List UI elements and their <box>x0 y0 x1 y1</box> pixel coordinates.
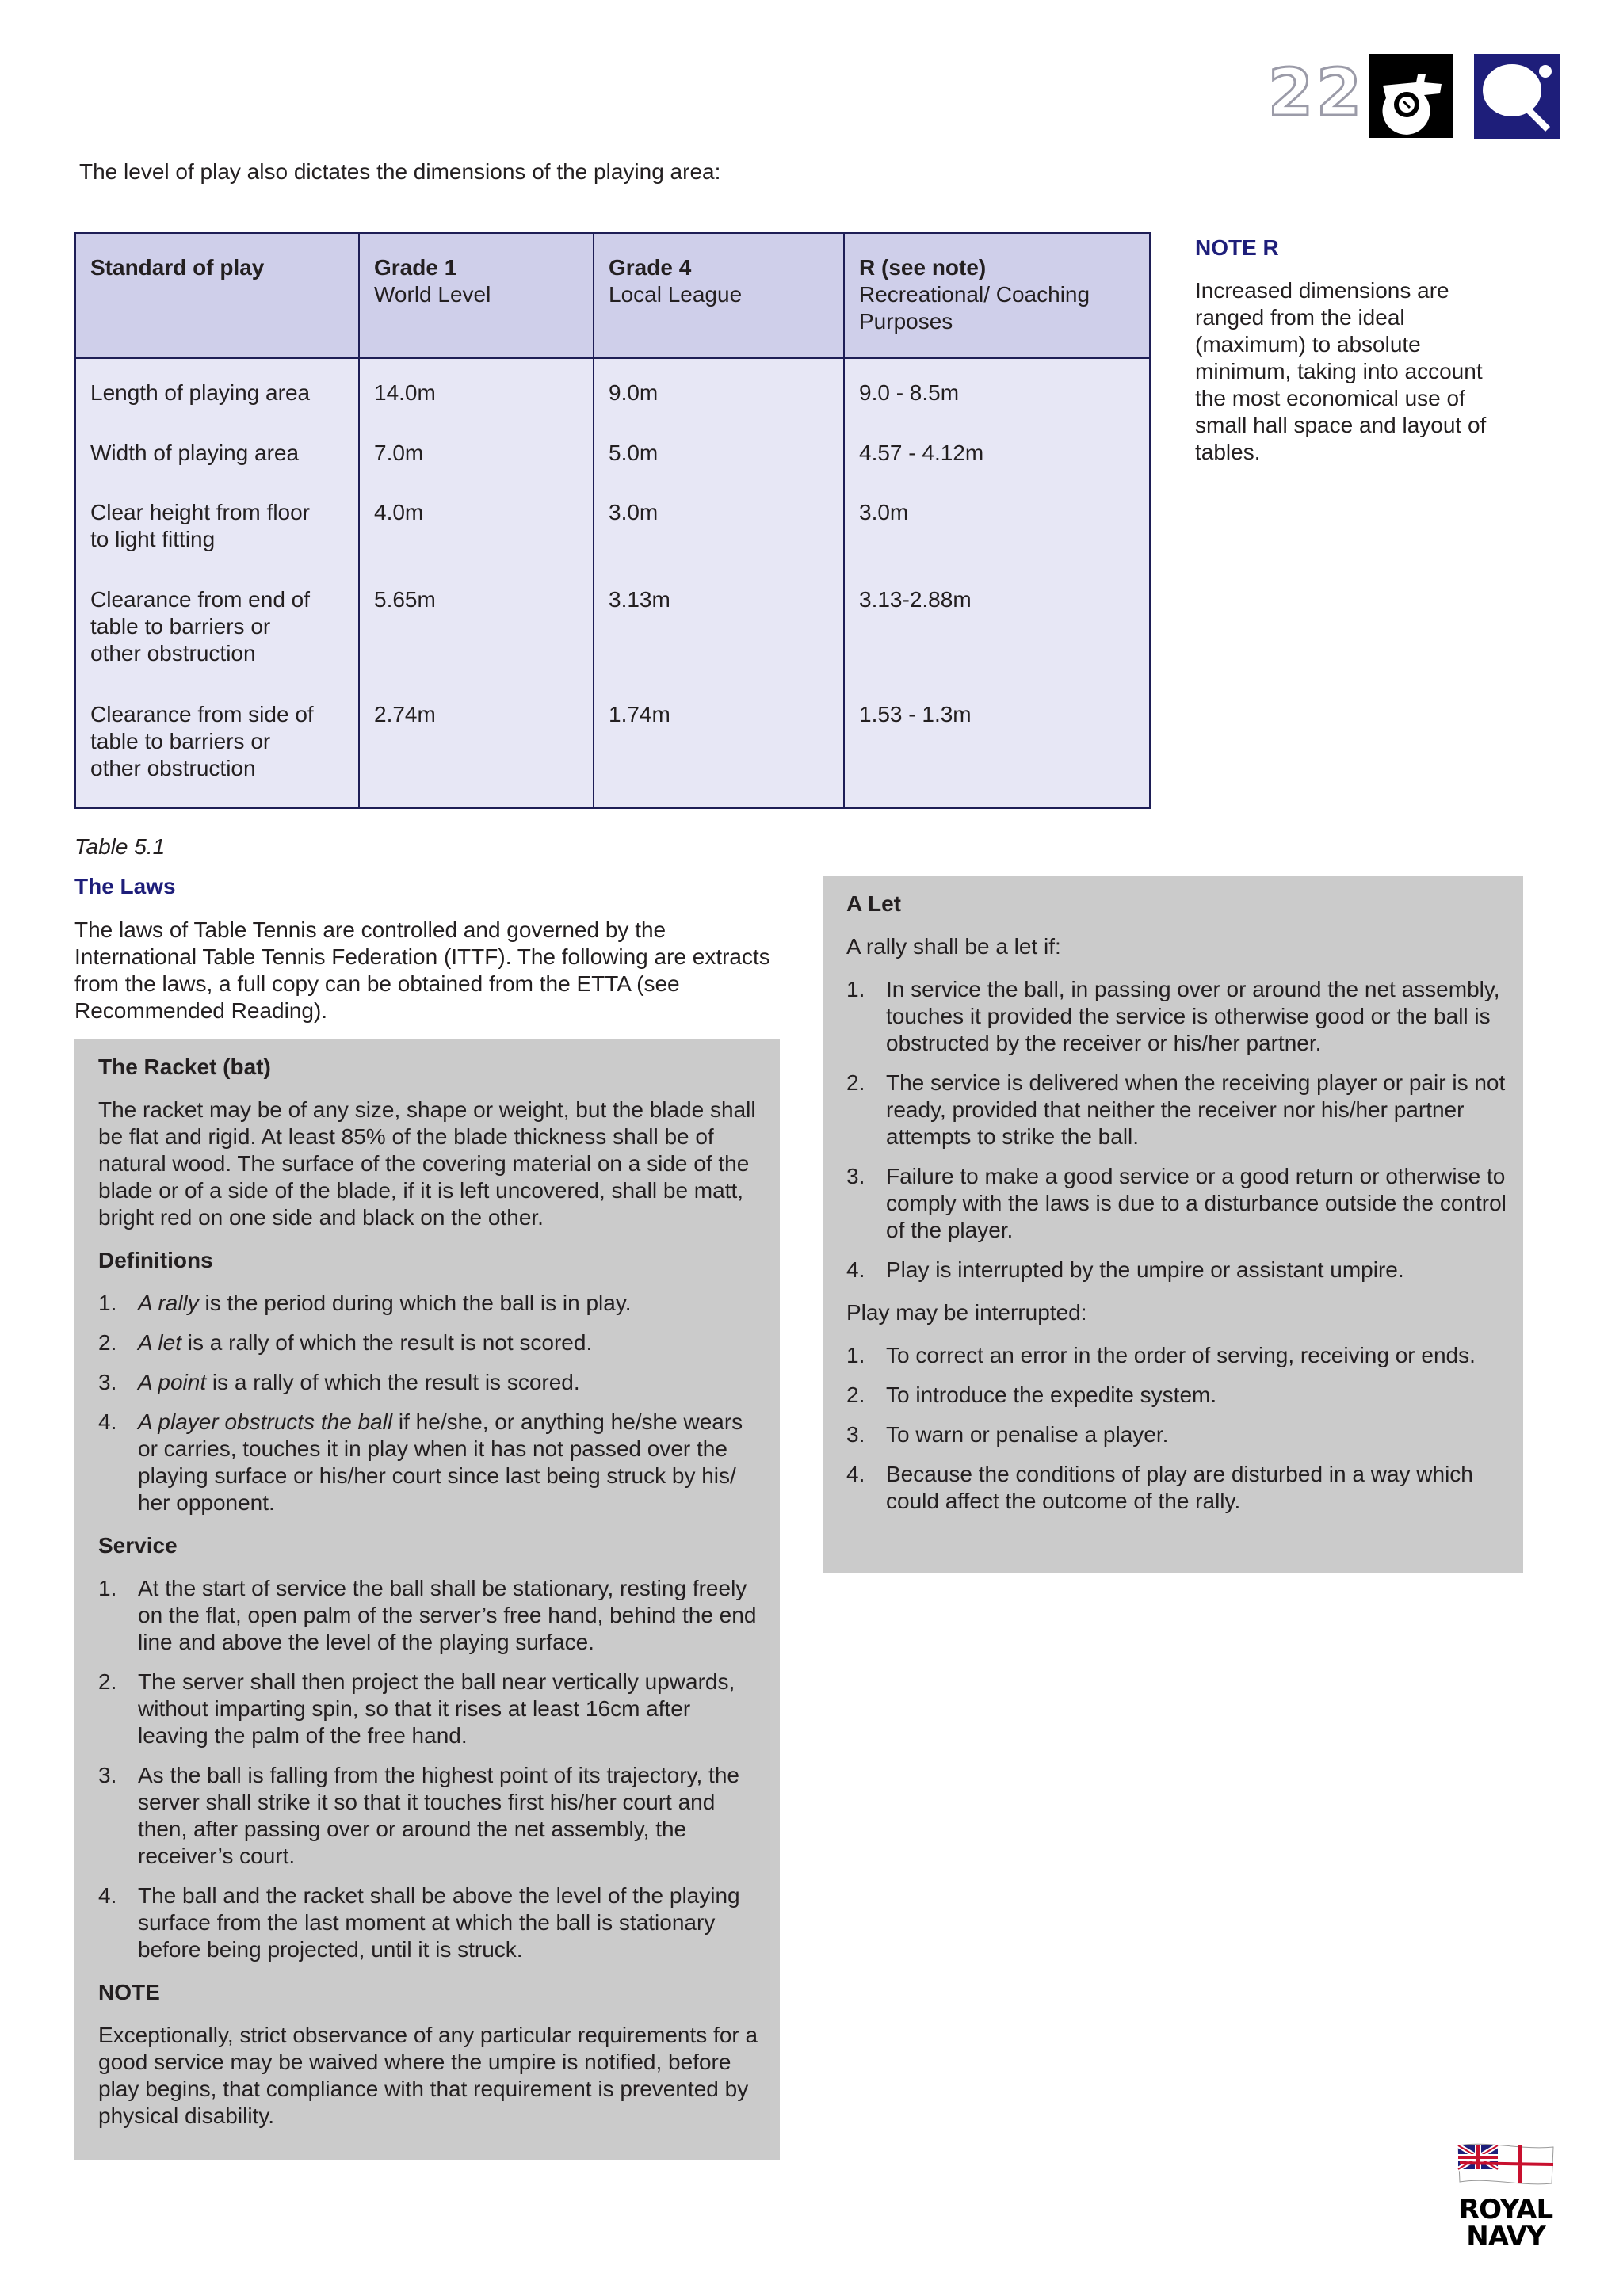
table-cell: Width of playing area <box>75 440 359 499</box>
table-cell: 9.0 - 8.5m <box>844 358 1150 440</box>
note-r-text: Increased dimensions are ranged from the ideal (maximum) to absolute minimum, taking into account the most economical use of small hall space and layout of tables. <box>1195 278 1487 464</box>
racket-title: The Racket (bat) <box>98 1055 271 1079</box>
note-text: Exceptionally, strict observance of any particular requirements for a good service may be waived where the umpire is notified, before play begins, that compliance with that requirement is prevented by physical disability. <box>98 2023 758 2128</box>
service-list <box>98 1575 766 1963</box>
laws-title: The Laws <box>74 874 176 898</box>
list-item: 1. A rally is the period during which the ball is in play. <box>98 1291 632 1315</box>
table-cell: 1.53 - 1.3m <box>844 701 1150 808</box>
page-number: 22 <box>1268 55 1365 131</box>
service-title: Service <box>98 1533 178 1558</box>
table-tennis-bat-icon <box>1474 54 1560 139</box>
list-item: 3. A point is a rally of which the result is scored. <box>98 1370 580 1394</box>
list-item: 2. A let is a rally of which the result is not scored. <box>98 1330 593 1355</box>
list-item: 2. The server shall then project the ball near vertically upwards, without imparting spin, so that it rises at least 16cm after leaving the palm of the free hand. <box>98 1669 735 1748</box>
list-item: 2. To introduce the expedite system. <box>846 1383 1217 1407</box>
table-cell: Length of playing area <box>75 358 359 440</box>
header-standard: Standard of play <box>75 233 359 358</box>
definitions-title: Definitions <box>98 1248 213 1272</box>
note-title: NOTE <box>98 1980 160 2004</box>
table-cell: 2.74m <box>359 701 594 808</box>
list-item: 1. To correct an error in the order of serving, receiving or ends. <box>846 1343 1476 1367</box>
table-cell: Clear height from floor to light fitting <box>75 499 359 586</box>
table-cell: Clearance from end of table to barriers or other obstruction <box>75 586 359 701</box>
table-cell: 5.0m <box>594 440 844 499</box>
let-list <box>846 976 1509 1283</box>
table-cell: 4.57 - 4.12m <box>844 440 1150 499</box>
table-cell: 3.13m <box>594 586 844 701</box>
table-cell: 5.65m <box>359 586 594 701</box>
table-cell: 14.0m <box>359 358 594 440</box>
interrupt-intro: Play may be interrupted: <box>846 1300 1087 1325</box>
table-header-row <box>75 233 1150 358</box>
table-cell: 3.13-2.88m <box>844 586 1150 701</box>
list-item: 4. Because the conditions of play are disturbed in a way which could affect the outcome of the rally. <box>846 1462 1473 1513</box>
table-cell: 3.0m <box>594 499 844 586</box>
table-cell: 3.0m <box>844 499 1150 586</box>
list-item: 4. Play is interrupted by the umpire or assistant umpire. <box>846 1257 1404 1282</box>
table-cell: 1.74m <box>594 701 844 808</box>
let-intro: A rally shall be a let if: <box>846 934 1061 959</box>
list-item: 2. The service is delivered when the receiving player or pair is not ready, provided that neither the receiver nor his/her partner attempts to strike the ball. <box>846 1070 1506 1149</box>
laws-intro: The laws of Table Tennis are controlled and governed by the International Table Tennis Federation (ITTF). The following are extracts from the laws, a full copy can be obtained from the ETTA (see Recommended Reading). <box>74 917 770 1023</box>
header-r: R (see note) Recreational/ Coaching Purposes <box>844 233 1150 358</box>
racket-panel <box>74 1039 780 2160</box>
interrupt-list <box>846 1342 1509 1515</box>
table-cell: 9.0m <box>594 358 844 440</box>
let-title: A Let <box>846 891 901 916</box>
table-row <box>75 499 1150 586</box>
intro-text: The level of play also dictates the dimensions of the playing area: <box>79 159 721 184</box>
list-item: 4. The ball and the racket shall be above the level of the playing surface from the last moment at which the ball is stationary before being projected, until it is struck. <box>98 1883 740 1962</box>
note-r-title: NOTE R <box>1195 235 1279 260</box>
table-row <box>75 440 1150 499</box>
list-item: 3. To warn or penalise a player. <box>846 1422 1169 1447</box>
racket-text: The racket may be of any size, shape or weight, but the blade shall be flat and rigid. At least 85% of the blade thickness shall be of natural wood. The surface of the covering material on a side of the blade or of a side of the blade, if it is left uncovered, shall be matt, bright red on one side and black on the other. <box>98 1097 756 1230</box>
list-item: 3. As the ball is falling from the highest point of its trajectory, the server shall strike it so that it touches first his/her court and then, after passing over or around the net assembly, the receiver’s court. <box>98 1763 739 1868</box>
let-panel <box>823 876 1523 1573</box>
table-caption: Table 5.1 <box>74 834 166 859</box>
table-row <box>75 586 1150 701</box>
list-item: 1. In service the ball, in passing over or around the net assembly, touches it provided the service is otherwise good or the ball is obstructed by the receiver or his/her partner. <box>846 977 1500 1055</box>
list-item: 4. A player obstructs the ball if he/she, or anything he/she wears or carries, touches it in play when it has not passed over the playing surface or his/her court since last being struck by his/ her opponent. <box>98 1409 743 1515</box>
table-row <box>75 358 1150 440</box>
header-grade-4: Grade 4 Local League <box>594 233 844 358</box>
royal-navy-logo-text: ROYAL NAVY <box>1458 2194 1553 2252</box>
table-row <box>75 701 1150 808</box>
table-cell: 7.0m <box>359 440 594 499</box>
whistle-icon <box>1369 54 1453 138</box>
table-cell: Clearance from side of table to barriers or other obstruction <box>75 701 359 808</box>
header-grade-1: Grade 1 World Level <box>359 233 594 358</box>
table-cell: 4.0m <box>359 499 594 586</box>
dimensions-table <box>74 232 1151 809</box>
definitions-list <box>98 1290 766 1516</box>
list-item: 3. Failure to make a good service or a good return or otherwise to comply with the laws is due to a disturbance outside the control of the player. <box>846 1164 1507 1242</box>
list-item: 1. At the start of service the ball shall be stationary, resting freely on the flat, open palm of the server’s free hand, behind the end line and above the level of the playing surface. <box>98 1576 757 1654</box>
